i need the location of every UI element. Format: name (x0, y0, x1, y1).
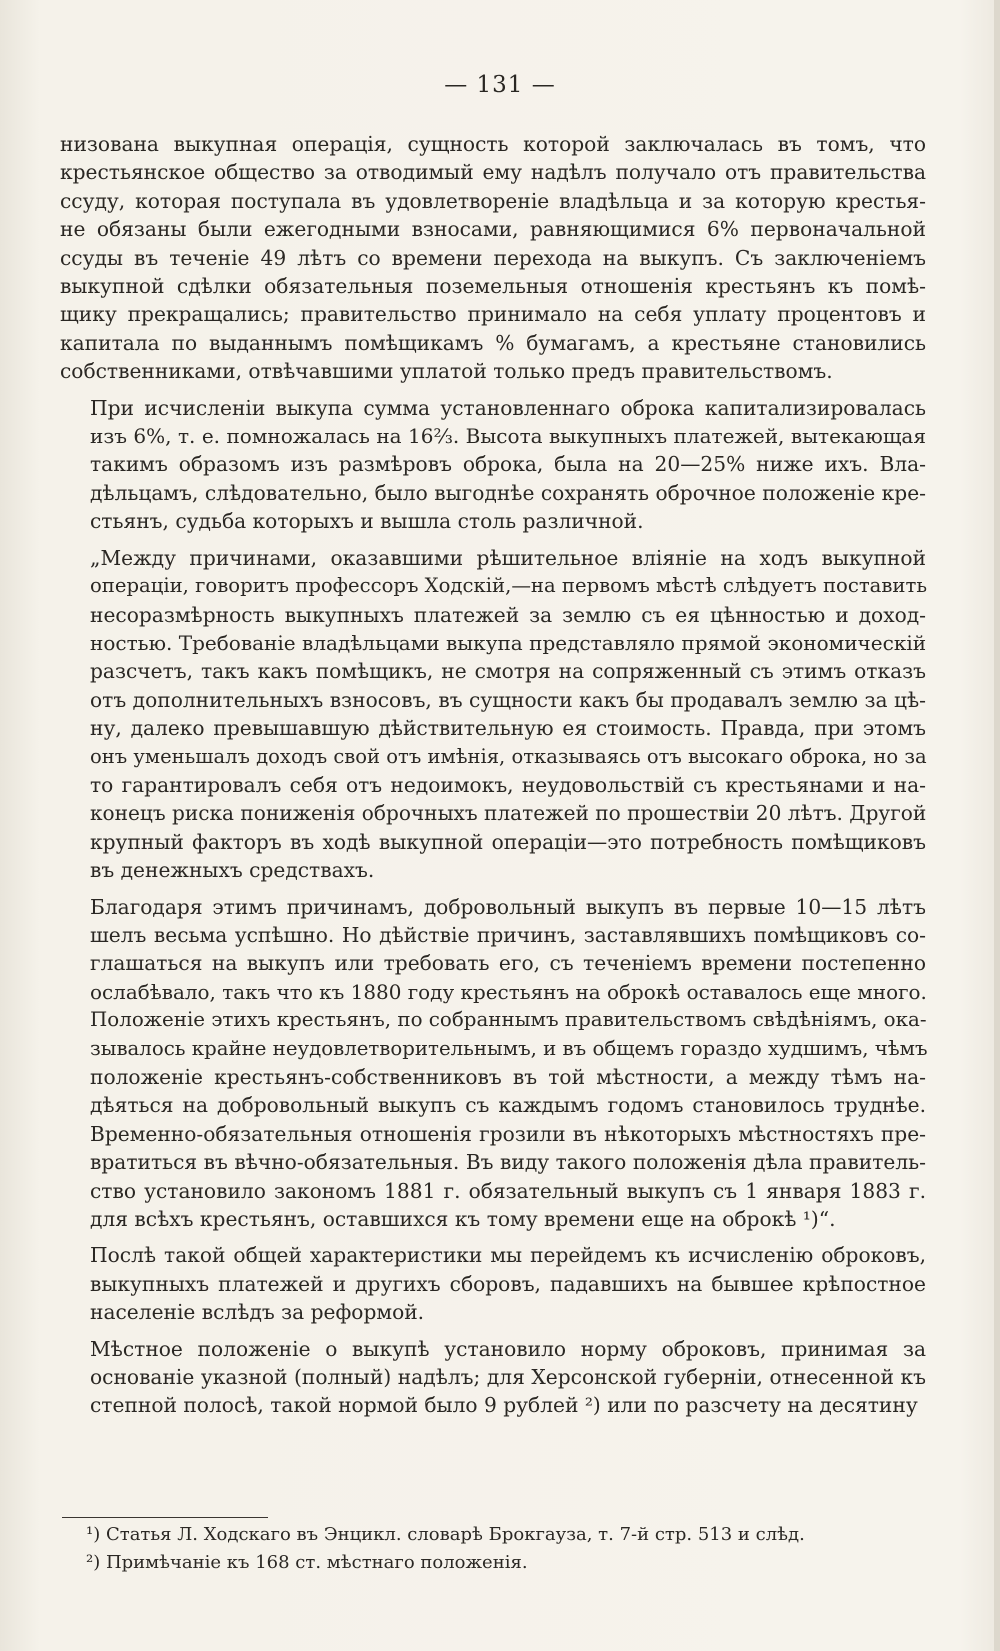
footnote-divider (62, 1517, 268, 1518)
text-line: такимъ образомъ изъ размѣровъ оброка, была на 20—25% ниже ихъ. Вла- (90, 452, 926, 477)
text-line: глашаться на выкупъ или требовать его, съ теченіемъ времени постепенно (90, 951, 926, 976)
text-line: Положеніе этихъ крестьянъ, по собраннымъ правительствомъ свѣдѣніямъ, ока- (90, 1008, 927, 1032)
text-line: отъ дополнительныхъ взносовъ, въ сущности какъ бы продавалъ землю за цѣ- (90, 687, 926, 712)
text-line: вратиться въ вѣчно-обязательныя. Въ виду такого положенія дѣла правитель- (90, 1150, 926, 1175)
text-line: ну, далеко превышавшую дѣйствительную ея стоимость. Правда, при этомъ (90, 716, 926, 741)
text-line: изъ 6%, т. е. помножалась на 16⅔. Высота выкупныхъ платежей, вытекающая (90, 424, 926, 449)
footnote: ²) Примѣчаніе къ 168 ст. мѣстнаго положенія. (86, 1552, 528, 1573)
paragraph (60, 1241, 926, 1326)
text-line: крупный факторъ въ ходѣ выкупной операціи—это потребность помѣщиковъ (90, 829, 926, 854)
text-line: несоразмѣрность выкупныхъ платежей за землю съ ея цѣнностью и доход- (90, 602, 926, 627)
page-edge (994, 0, 1000, 1651)
paragraph (60, 394, 926, 536)
text-line: положеніе крестьянъ-собственниковъ въ той мѣстности, а между тѣмъ на- (90, 1065, 926, 1089)
text-line: дѣяться на добровольный выкупъ съ каждымъ годомъ становилось труднѣе. (90, 1093, 926, 1118)
text-line: Благодаря этимъ причинамъ, добровольный выкупъ въ первые 10—15 лѣтъ (90, 894, 926, 919)
text-line: капитала по выданнымъ помѣщикамъ % бумагамъ, а крестьяне становились (60, 330, 926, 355)
text-line: степной полосѣ, такой нормой было 9 рублей ²) или по разсчету на десятину (90, 1393, 918, 1418)
text-line: онъ уменьшалъ доходъ свой отъ имѣнія, отказываясь отъ высокаго оброка, но за (90, 744, 927, 768)
text-line: дѣльцамъ, слѣдовательно, было выгоднѣе сохранять оброчное положеніе кре- (90, 480, 926, 505)
text-line: населеніе вслѣдъ за реформой. (90, 1300, 425, 1325)
text-line: операціи, говоритъ профессоръ Ходскій,—на первомъ мѣстѣ слѣдуетъ поставить (90, 574, 927, 598)
text-line: зывалось крайне неудовлетворительнымъ, и въ общемъ гораздо худшимъ, чѣмъ (90, 1036, 928, 1060)
footnote: ¹) Статья Л. Ходскаго въ Энцикл. словарѣ Брокгауза, т. 7-й стр. 513 и слѣд. (86, 1524, 805, 1545)
text-line: собственниками, отвѣчавшими уплатой только предъ правительствомъ. (60, 359, 833, 384)
text-line: низована выкупная операція, сущность которой заключалась въ томъ, что (60, 132, 926, 156)
text-line: конецъ риска пониженія оброчныхъ платежей по прошествіи 20 лѣтъ. Другой (90, 801, 927, 826)
text-line: не обязаны были ежегодными взносами, равняющимися 6% первоначальной (60, 217, 926, 242)
text-line: стьянъ, судьба которыхъ и вышла столь различной. (90, 509, 644, 534)
text-line: въ денежныхъ средствахъ. (90, 858, 375, 883)
paragraph (60, 130, 926, 386)
text-line: шелъ весьма успѣшно. Но дѣйствіе причинъ, заставлявшихъ помѣщиковъ со- (90, 922, 926, 947)
text-line: При исчисленіи выкупа сумма установленнаго оброка капитализировалась (90, 395, 926, 420)
text-line: для всѣхъ крестьянъ, оставшихся къ тому времени еще на оброкѣ ¹)“. (90, 1207, 836, 1232)
text-line: то гарантировалъ себя отъ недоимокъ, неудовольствій съ крестьянами и на- (90, 772, 926, 797)
text-line: ство установило закономъ 1881 г. обязательный выкупъ съ 1 января 1883 г. (90, 1178, 926, 1203)
text-line: ностью. Требованіе владѣльцами выкупа представляло прямой экономическій (90, 630, 927, 655)
text-line: ссуду, которая поступала въ удовлетвореніе владѣльца и за которую крестья- (60, 188, 926, 213)
paragraph (60, 1335, 926, 1420)
text-line: Послѣ такой общей характеристики мы перейдемъ къ исчисленію оброковъ, (90, 1243, 926, 1268)
text-line: разсчетъ, такъ какъ помѣщикъ, не смотря на сопряженный съ этимъ отказъ (90, 659, 926, 684)
text-line: основаніе указной (полный) надѣлъ; для Херсонской губерніи, отнесенной къ (90, 1365, 926, 1390)
body-text (60, 130, 926, 1420)
page-number: — 131 — (444, 72, 556, 98)
text-line: ослабѣвало, такъ что къ 1880 году крестьянъ на оброкѣ оставалось еще много. (90, 979, 927, 1004)
text-line: „Между причинами, оказавшими рѣшительное вліяніе на ходъ выкупной (90, 545, 926, 570)
text-line: Мѣстное положеніе о выкупѣ установило норму оброковъ, принимая за (90, 1336, 926, 1361)
text-line: выкупныхъ платежей и другихъ сборовъ, падавшихъ на бывшее крѣпостное (90, 1271, 926, 1296)
footnotes (60, 1521, 926, 1577)
paragraph (60, 544, 926, 885)
paragraph (60, 893, 926, 1234)
text-line: ссуды въ теченіе 49 лѣтъ со времени перехода на выкупъ. Съ заключеніемъ (60, 245, 926, 270)
text-line: щику прекращались; правительство принимало на себя уплату процентовъ и (60, 302, 926, 327)
text-line: выкупной сдѣлки обязательныя поземельныя отношенія крестьянъ къ помѣ- (60, 274, 926, 299)
text-line: крестьянское общество за отводимый ему надѣлъ получало отъ правительства (60, 160, 926, 185)
text-line: Временно-обязательныя отношенія грозили въ нѣкоторыхъ мѣстностяхъ пре- (90, 1121, 926, 1146)
